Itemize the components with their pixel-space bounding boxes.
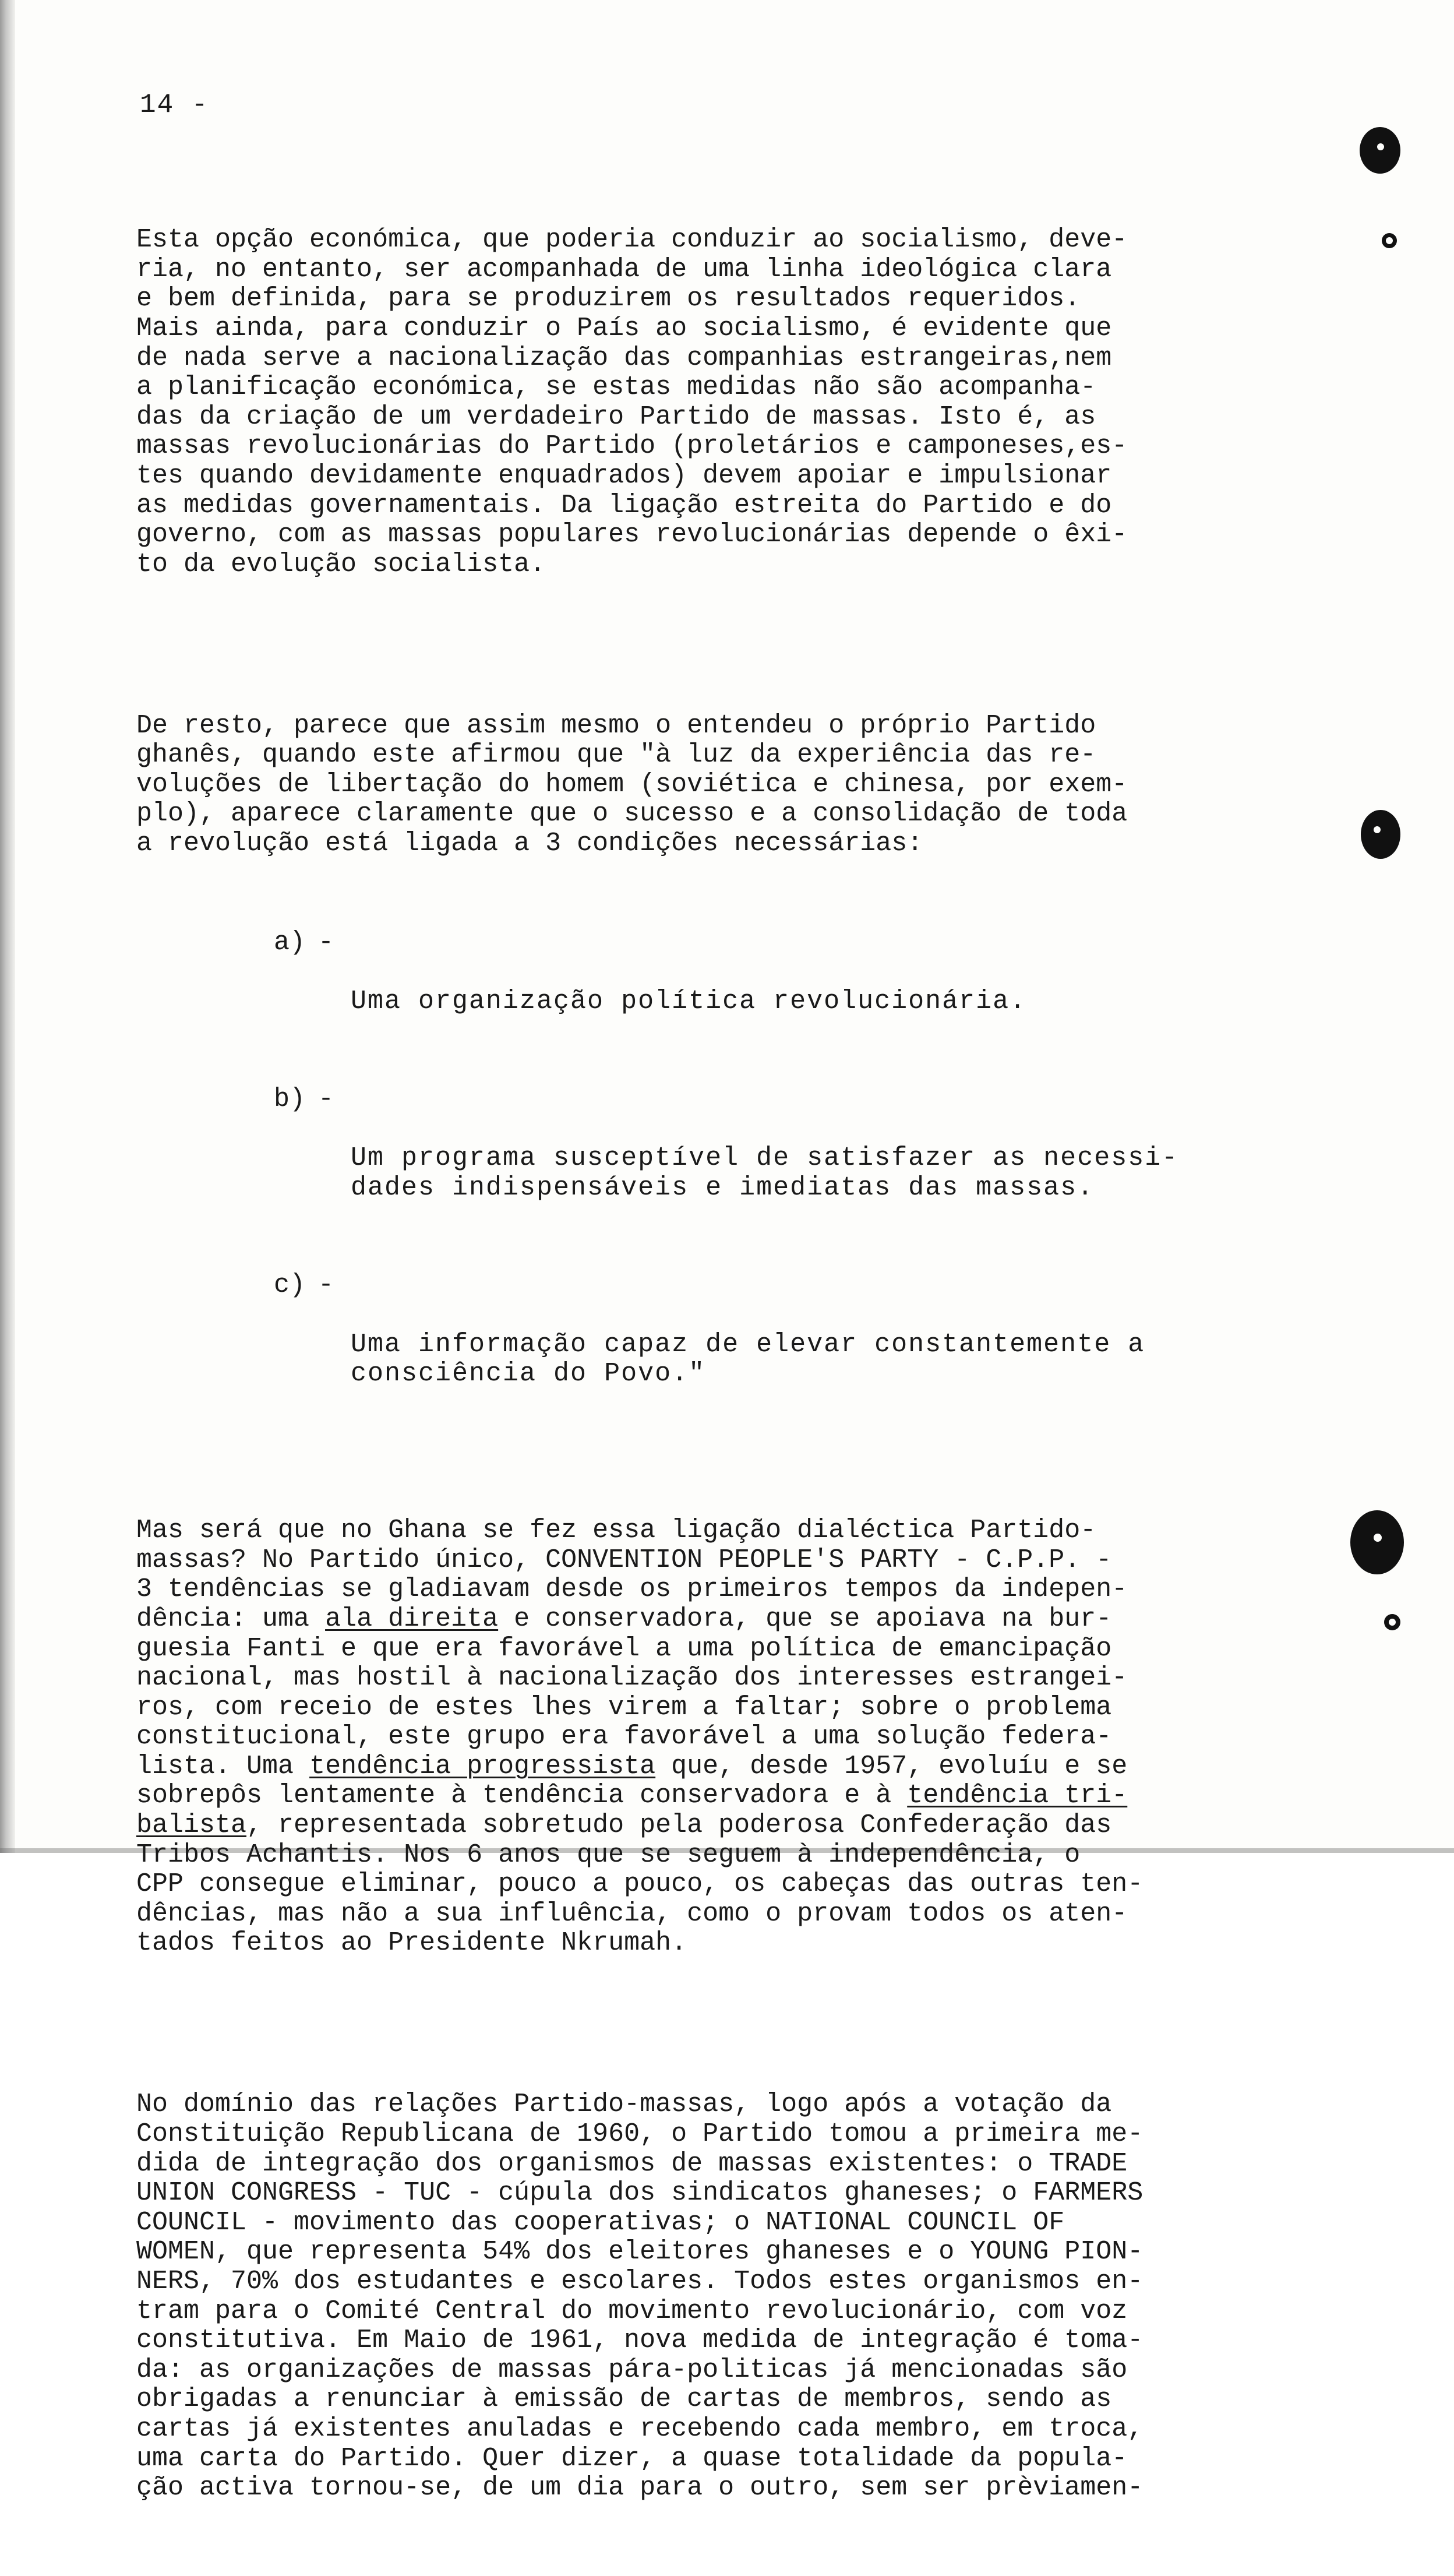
text-line: Um programa susceptível de satisfazer as necessi-	[351, 1143, 1179, 1173]
scan-edge-left	[0, 0, 15, 1853]
text-line: De resto, parece que assim mesmo o entendeu o próprio Partido	[136, 710, 1096, 741]
paragraph-1	[136, 167, 1261, 639]
text-line: da: as organizações de massas pára-politicas já mencionadas são	[136, 2355, 1128, 2385]
text-line: Uma informação capaz de elevar constantemente a	[351, 1329, 1145, 1359]
text-line: dências, mas não a sua influência, como o provam todos os aten-	[136, 1898, 1128, 1929]
punch-hole-bottom	[1350, 1510, 1404, 1574]
conditions-list	[136, 928, 1261, 1448]
text-line: constitucional, este grupo era favorável a uma solução federa-	[136, 1722, 1112, 1752]
text-line: plo), aparece claramente que o sucesso e a consolidação de toda	[136, 799, 1128, 829]
text-line: a planificação económica, se estas medidas não são acompanha-	[136, 372, 1096, 403]
text-line	[136, 1605, 1261, 1634]
document-body	[136, 167, 1261, 2576]
text-line: e bem definida, para se produzirem os resultados requeridos.	[136, 284, 1081, 314]
text-line: UNION CONGRESS - TUC - cúpula dos sindicatos ghaneses; o FARMERS	[136, 2178, 1144, 2208]
text-line	[136, 1781, 1261, 1811]
text-line: ros, com receio de estes lhes virem a faltar; sobre o problema	[136, 1692, 1112, 1722]
text-line: tes quando devidamente enquadrados) devem apoiar e impulsionar	[136, 460, 1112, 491]
text-line: WOMEN, que representa 54% dos eleitores ghaneses e o YOUNG PION-	[136, 2237, 1144, 2267]
list-item	[136, 1271, 1261, 1448]
text-segment: e conservadora, que se apoiava na bur-	[498, 1604, 1112, 1634]
underlined-term: ala direita	[325, 1604, 499, 1634]
list-dash: -	[318, 1084, 334, 1114]
punch-hole-top	[1360, 127, 1400, 174]
text-line: Uma organização política revolucionária.	[351, 986, 1027, 1017]
punch-hole-small-bottom	[1384, 1614, 1400, 1630]
text-segment: lista. Uma	[136, 1751, 310, 1781]
punch-hole-small-top	[1382, 233, 1397, 248]
text-segment: , representada sobretudo pela poderosa Confederação das	[246, 1810, 1112, 1841]
text-segment: que, desde 1957, evoluíu e se	[655, 1751, 1128, 1781]
list-text	[351, 928, 1026, 1076]
text-line	[136, 1752, 1261, 1782]
text-line: COUNCIL - movimento das cooperativas; o NATIONAL COUNCIL OF	[136, 2207, 1065, 2237]
text-line: ria, no entanto, ser acompanhada de uma linha ideológica clara	[136, 254, 1112, 284]
text-line: Esta opção económica, que poderia conduzir ao socialismo, deve-	[136, 225, 1128, 255]
text-line: guesia Fanti e que era favorável a uma política de emancipação	[136, 1633, 1112, 1664]
text-line: Constituição Republicana de 1960, o Partido tomou a primeira me-	[136, 2119, 1144, 2149]
text-line: das da criação de um verdadeiro Partido de massas. Isto é, as	[136, 401, 1096, 432]
list-item	[136, 928, 1261, 1076]
text-line: massas? No Partido único, CONVENTION PEOPLE'S PARTY - C.P.P. -	[136, 1545, 1112, 1575]
text-segment: dência: uma	[136, 1604, 326, 1634]
text-line: nacional, mas hostil à nacionalização dos interesses estrangei-	[136, 1663, 1128, 1693]
text-line: Tribos Achantis. Nos 6 anos que se seguem à independência, o	[136, 1840, 1081, 1870]
text-line: tram para o Comité Central do movimento revolucionário, com voz	[136, 2296, 1128, 2326]
list-marker: a)	[273, 927, 305, 957]
text-line: a revolução está ligada a 3 condições necessárias:	[136, 829, 923, 859]
text-line: governo, com as massas populares revolucionárias depende o êxi-	[136, 520, 1128, 550]
text-line: as medidas governamentais. Da ligação estreita do Partido e do	[136, 490, 1112, 520]
text-line: tados feitos ao Presidente Nkrumah.	[136, 1928, 687, 1958]
list-marker: c)	[273, 1270, 305, 1301]
text-line: voluções de libertação do homem (soviética e chinesa, por exem-	[136, 769, 1128, 799]
text-line: ghanês, quando este afirmou que "à luz da experiência das re-	[136, 740, 1096, 770]
punch-hole-middle	[1361, 810, 1400, 859]
underlined-term: tendência tri-	[907, 1781, 1128, 1811]
text-line: CPP consegue eliminar, pouco a pouco, os cabeças das outras ten-	[136, 1869, 1144, 1900]
list-marker: b)	[273, 1084, 305, 1114]
text-line: uma carta do Partido. Quer dizer, a quase totalidade da popula-	[136, 2443, 1128, 2473]
paragraph-2	[136, 653, 1261, 918]
text-line: 3 tendências se gladiavam desde os primeiros tempos da indepen-	[136, 1574, 1128, 1605]
text-line	[136, 1811, 1261, 1841]
text-line: Mas será que no Ghana se fez essa ligação dialéctica Partido-	[136, 1516, 1096, 1546]
list-text	[351, 1085, 1178, 1262]
list-text	[351, 1271, 1145, 1448]
paragraph-3	[136, 1457, 1261, 2017]
underlined-term: tendência progressista	[309, 1751, 656, 1781]
text-line: consciência do Povo."	[351, 1359, 706, 1389]
text-line: dida de integração dos organismos de massas existentes: o TRADE	[136, 2148, 1128, 2179]
text-line: NERS, 70% dos estudantes e escolares. Todos estes organismos en-	[136, 2266, 1144, 2296]
text-line: constitutiva. Em Maio de 1961, nova medida de integração é toma-	[136, 2325, 1144, 2356]
list-dash: -	[318, 1270, 334, 1301]
list-dash: -	[318, 927, 334, 957]
text-line: cartas já existentes anuladas e recebendo cada membro, em troca,	[136, 2413, 1144, 2444]
text-segment: sobrepôs lentamente à tendência conservadora e à	[136, 1781, 908, 1811]
text-line: massas revolucionárias do Partido (proletários e camponeses,es-	[136, 431, 1128, 461]
text-line: obrigadas a renunciar à emissão de cartas de membros, sendo as	[136, 2384, 1112, 2415]
list-item	[136, 1085, 1261, 1262]
paragraph-4	[136, 2031, 1261, 2562]
underlined-term: balista	[136, 1810, 247, 1841]
text-line: ção activa tornou-se, de um dia para o outro, sem ser prèviamen-	[136, 2473, 1144, 2503]
text-line: de nada serve a nacionalização das companhias estrangeiras,nem	[136, 343, 1112, 373]
text-line: Mais ainda, para conduzir o País ao socialismo, é evidente que	[136, 313, 1112, 343]
text-line: No domínio das relações Partido-massas, logo após a votação da	[136, 2089, 1112, 2120]
text-line: dades indispensáveis e imediatas das massas.	[351, 1172, 1095, 1203]
page-number: 14 -	[140, 90, 209, 120]
text-line: to da evolução socialista.	[136, 549, 546, 579]
